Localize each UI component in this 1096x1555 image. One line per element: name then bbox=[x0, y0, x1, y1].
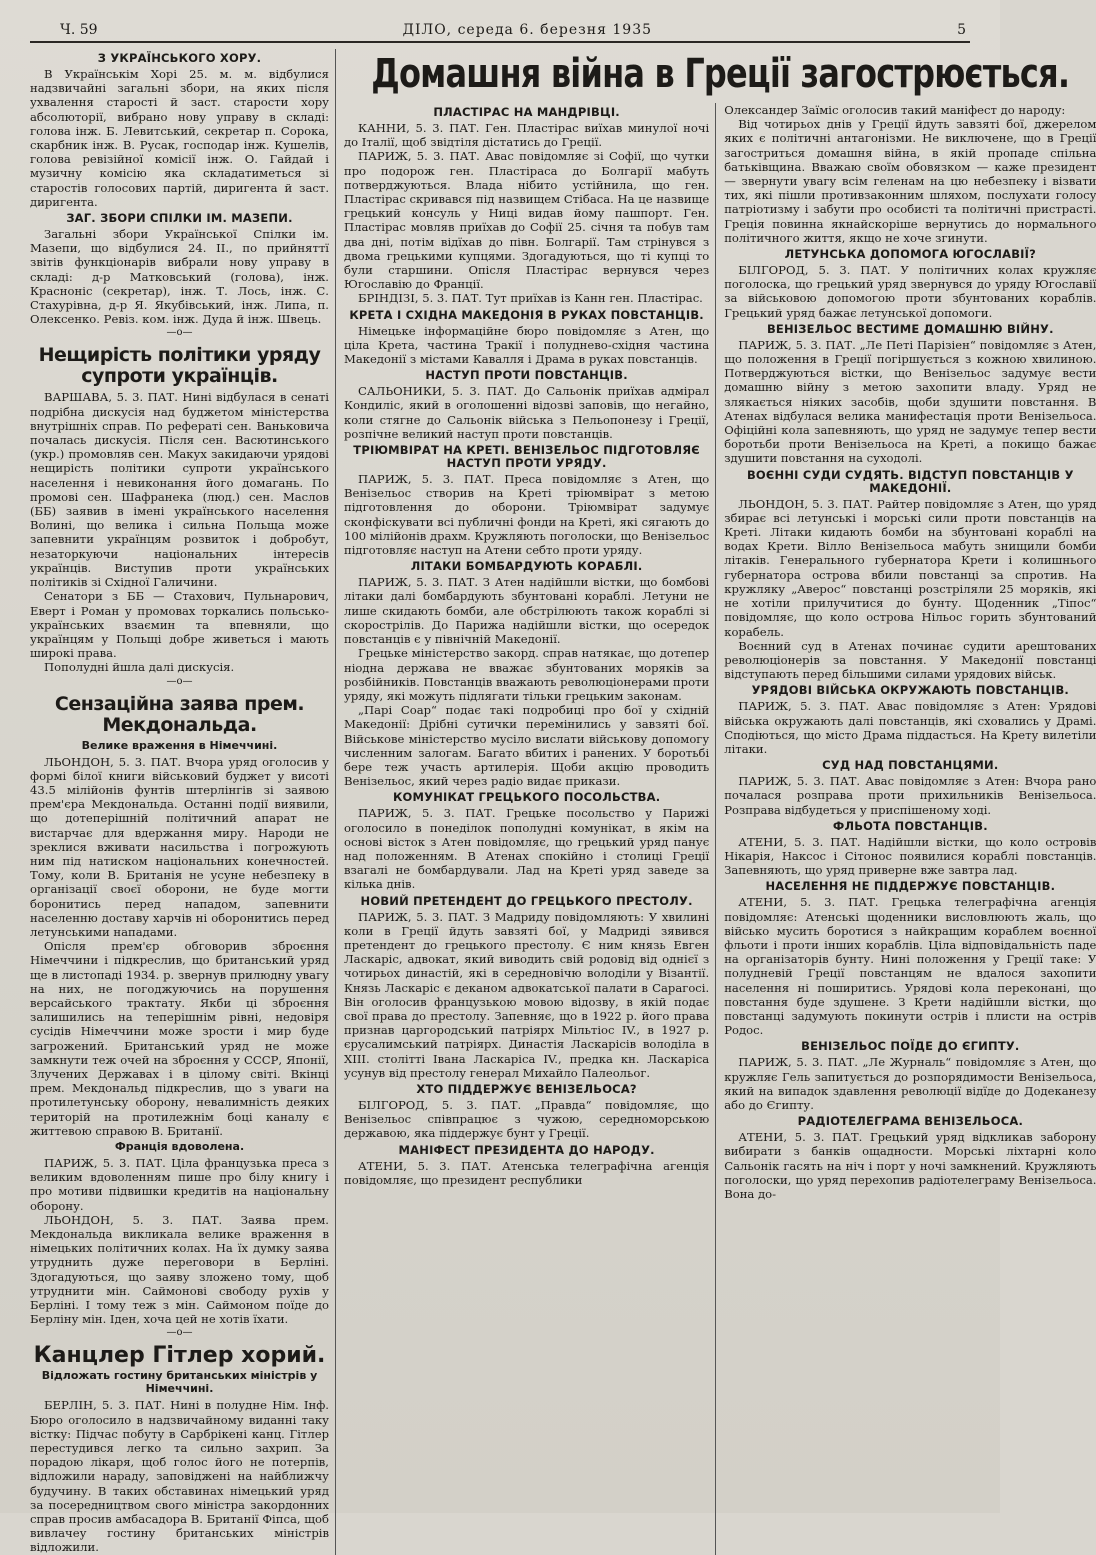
section-heading: ФЛЬОТА ПОВСТАНЦІВ. bbox=[832, 818, 988, 833]
columns bbox=[30, 49, 1096, 1555]
issue-number: Ч. 59 bbox=[60, 22, 98, 38]
section-heading: З УКРАЇНСЬКОГО ХОРУ. bbox=[97, 51, 262, 65]
section-heading: НАСТУП ПРОТИ ПОВСТАНЦІВ. bbox=[425, 368, 628, 383]
article-paragraph: АТЕНИ, 5. 3. ПАТ. Грецька телеграфічна агенція повідомляє: Атенські щоденники висловлюють жаль, що військо мусить боротися з найкращим кораблем воєнної фльоти і проти інших кораблів. Ціла відповідальність паде на організаторів бунту. Нині положення у Греції таке: У полудневій Греції повстанцям не вдалося захопити населення ні поширитись. Урядові кола переконані, що повстання буде здушене. З Крети надійшли вістки, що повстанці задумують покинути острів і плисти на острів Родос. bbox=[724, 895, 1096, 1038]
article-subheading: Велике враження в Німеччині. bbox=[81, 738, 278, 752]
article-paragraph: КАННИ, 5. 3. ПАТ. Ген. Пластірас виїхав минулої ночі до Італії, щоб звідтіля дістатись до Греції. bbox=[344, 121, 710, 150]
article-paragraph: ПАРИЖ, 5. 3. ПАТ. Авас повідомляє зі Софії, що чутки про подорож ген. Пластіраса до Болгарії мабуть потверджуються. Влада нібито устійнила, що ген. Пластірас скривався під назвищем Стібаса. На це назвище грецький консуль у Ниці видав йому пашпорт. Ген. Пластірас мовляв приїхав до Софії 25. січня та побув там два дні, потім відїхав до півн. Болгарії. Там стрінувся з двома грецькими купцями. Здогадуються, що ті купці то були старшини. Опісля Пластірас вернувся через Югославію до Франції. bbox=[344, 149, 710, 292]
middle-column bbox=[344, 103, 716, 1555]
section-heading: ТРІЮМВІРАТ НА КРЕТІ. ВЕНІЗЕЛЬОС ПІДГОТОВЛЯЄ НАСТУП ПРОТИ УРЯДУ. bbox=[353, 443, 700, 471]
article-separator: —о— bbox=[166, 675, 193, 687]
article-separator: —о— bbox=[166, 1327, 193, 1339]
article-paragraph: ЛЬОНДОН, 5. 3. ПАТ. Райтер повідомляє з Атен, що уряд збирає всі летунські і морські сили проти повстанців на Креті. Літаки кидають бомби на збунтовані кораблі на водах Крети. Вілло Венізельоса мабуть знищили бомби літаків. Генерального губернатора Крети і колишнього губернатора острова вбили повстанці за спротив. На кружляку „Аверос“ повстанці розстріляли 25 моряків, які не хотіли прилучитися до бунту. Щоденник „Тіпос“ повідомляє, що коло острова Нільос горить збунтований корабель. bbox=[724, 496, 1096, 639]
section-heading: СУД НАД ПОВСТАНЦЯМИ. bbox=[822, 758, 999, 773]
greece-columns bbox=[344, 103, 1096, 1555]
article-subheading: Франція вдоволена. bbox=[114, 1140, 245, 1153]
article-paragraph: ПАРИЖ, 5. 3. ПАТ. З Мадриду повідомляють: У хвилині коли в Греції йдуть завзяті бої, у Мадриді зявився претендент до грецького престолу. Є ним князь Евген Ласкаріс, адвокат, який виводить свій родовід від однієї з чотирьох династій, які в середновічю володіли у Візантії. Князь Ласкаріс є деканом адвокатської палати в Сарагосі. Він оголосив французькою мовою відозву, в якій подає свої права до престолу. Запевняє, що в 1922 р. його права признав царгородський патріярх Мільтіос IV., в 1927 р. єрусалимський патріярх. Династія Ласкарісів володіла в XIII. столітті Івана Ласкаріса IV., предка кн. Ласкаріса усунув від престолу генерал Михайло Палеольог. bbox=[344, 909, 710, 1080]
article-paragraph: „Парі Соар“ подає такі подробиці про бої у східній Македонії: Дрібні сутички перемінились у завзяті бої. Військове міністерство мусіло вислати військову допомогу численним залогам. Багато вбитих і ранених. У боротьбі бере теж участь артилерія. Щоби акцію проводить Венізельос, який через радіо видає прикази. bbox=[344, 703, 710, 789]
article-paragraph: Сенатори з ББ — Стахович, Пульнарович, Еверт і Роман у промовах торкались польсько-українських взаємин та впевняли, що українцям у Польщі добре живеться і мають широкі права. bbox=[30, 589, 329, 661]
article-paragraph: АТЕНИ, 5. 3. ПАТ. Надійшли вістки, що коло островів Нікарія, Наксос і Сітонос появилися кораблі повстанців. Запевняють, що уряд приверне вже завтра лад. bbox=[724, 834, 1096, 878]
section-heading: ВОЄННІ СУДИ СУДЯТЬ. ВІДСТУП ПОВСТАНЦІВ У МАКЕДОНІЇ. bbox=[746, 467, 1074, 495]
section-heading: КРЕТА І СХІДНА МАКЕДОНІЯ В РУКАХ ПОВСТАНЦІВ. bbox=[349, 307, 704, 322]
article-paragraph: ЛЬОНДОН, 5. 3. ПАТ. Вчора уряд оголосив у формі білої книги військовий буджет у висоті 43.5 мілійонів фунтів штерлінгів зі заявою прем'єра Мекдональда. Останні події виявили, що дотеперішній політичний апарат не вистарчає для вдержання миру. Народи не зреклися вживати насильства і погрожують ним під натиском національних конечностей. Тому, коли В. Британія не усуне небезпеку в організації своєї оборони, не буде могти боронитись перед нападом, запевнити населенню доставу харчів ні обоpонитись перед летунськими нападами. bbox=[30, 754, 329, 939]
article-paragraph: Загальні збори Української Спілки ім. Мазепи, що відбулися 24. II., по прийняттї звітів функціонарів вибрали нову управу в складі: д-р Матковський (голова), інж. Красноніс (секретар), інж. Т. Лось, інж. С. Стахурівна, д-р Я. Якубівський, інж. Липа, п. Олексенко. Ревіз. ком. інж. Дуда й інж. Швець. bbox=[30, 227, 329, 327]
section-heading: УРЯДОВІ ВІЙСЬКА ОКРУЖАЮТЬ ПОВСТАНЦІВ. bbox=[751, 683, 1070, 698]
article-paragraph: Німецьке інформаційне бюро повідомляє з Атен, що ціла Крета, частина Тракії і полудневo-східня частина Македонії з містами Кавалля і Драма в руках повстанців. bbox=[344, 323, 710, 367]
section-heading: ЛІТАКИ БОМБАРДУЮТЬ КОРАБЛІ. bbox=[410, 559, 643, 574]
article-paragraph: Воєнний суд в Атенах починає судити арештованих революціонерів за повстання. У Македонії повстанці відступають перед більшими силами урядових військ. bbox=[724, 638, 1096, 682]
section-heading: ЛЕТУНСЬКА ДОПОМОГА ЮГОСЛАВІЇ? bbox=[784, 247, 1037, 262]
article-paragraph: ПАРИЖ, 5. 3. ПАТ. „Ле Журналь“ повідомляє з Атен, що кружляє Гель запитується до розпорядимости Венізельоса, який на випадок здавлення революції відїде до Додеканезу або до Єгипту. bbox=[724, 1055, 1096, 1112]
article-paragraph: Пополудні йшла далі дискусія. bbox=[44, 660, 235, 675]
article-paragraph: Опісля прем'єр обговорив зброєння Німеччини і підкреслив, що британський уряд ще в листопаді 1934. р. звернув прилюдну увагу на них, не погоджуючись на порушення версайського трактату. Якби ці зброєння залишились на теперішнім рівні, недовіря сусідів Німеччини може зрости і мир буде загрожений. Британський уряд не може замкнути теж очей на зброєння у СССР, Японії, Злучених Державах і в цілому світі. Вкінці прем. Мекдональд підкреслив, що з уваги на протилетунську оборону, невалимність деяких територій на протилежнім боці каналу є життевою справою В. Британії. bbox=[30, 939, 329, 1138]
article-subheading: Відложать гостину британських міністрів у Німеччині. bbox=[41, 1369, 318, 1396]
right-area bbox=[344, 49, 1096, 1555]
banner-headline: Домашня війна в Греції загострюється. bbox=[371, 51, 1070, 97]
article-separator: —о— bbox=[166, 327, 193, 339]
section-heading: ХТО ПІДДЕРЖУЄ ВЕНІЗЕЛЬОСА? bbox=[416, 1081, 637, 1096]
article-paragraph: АТЕНИ, 5. 3. ПАТ. Атенська телеграфічна агенція повідомляє, що президент республики bbox=[344, 1158, 710, 1187]
article-paragraph: САЛЬОНИКИ, 5. 3. ПАТ. До Сальонік приїхав адмірал Кондиліс, який в оголошенні відозві заповів, що негайно, коли стягне до Сальонік війська з Пельопонезу і Греції, розпічне великий наступ проти повстанців. bbox=[344, 384, 710, 441]
article-headline: Сензаційна заява прем. Мекдональда. bbox=[54, 692, 305, 736]
article-paragraph: ПАРИЖ, 5. 3. ПАТ. Ціла французька преса з великим вдоволенням пише про білу книгу і про мотиви підвишки кредитів на національну оборону. bbox=[30, 1156, 329, 1213]
article-paragraph: БРІНДІЗІ, 5. 3. ПАТ. Тут приїхав із Канн ген. Пластірас. bbox=[358, 291, 703, 306]
article-paragraph: ПАРИЖ, 5. 3. ПАТ. Грецьке посольство у Парижі оголосило в понеділок пополудні комунікат, в якім на основі вісток з Атен повідомляє, що грецький уряд панує над положенням. В Атенах спокійно і столиці Греції взагалі не бомбардували. Лад на Креті уряд заведе за кілька днів. bbox=[344, 806, 710, 892]
section-heading: НОВИЙ ПРЕТЕНДЕНТ ДО ГРЕЦЬКОГО ПРЕСТОЛУ. bbox=[360, 893, 693, 908]
article-paragraph: Від чотирьох днів у Греції йдуть завзяті бої, джерелом яких є політичні антагонізми. Не виключене, що в Греції загостриться домашня війна, в якій пропаде спільна батьківщина. Вважаю своїм обовязком — каже президент — звернути увагу всім геленам на цю небезпеку і візвати тих, які пішли противзаконним шляхом, послухати голосу патріотизму і забути про особисті та політичні пристрасті. Греція повинна якнайскоріше вернутись до нормального політичного життя, якщо не хоче згинути. bbox=[724, 117, 1096, 245]
article-headline: Канцлер Гітлер хорий. bbox=[33, 1343, 326, 1369]
section-heading: КОМУНІКАТ ГРЕЦЬКОГО ПОСОЛЬСТВА. bbox=[392, 790, 661, 805]
article-paragraph: ВАРШАВА, 5. 3. ПАТ. Нині відбулася в сенаті подрібна дискусія над буджетом міністерства внутрішніх справ. По рефераті сен. Ваньковича почалась дискусія. Після сен. Васютинського (укр.) промовляв сен. Макух закидаючи урядові нещирість політики супроти українського населення і невиконання його домагань. По промові сен. Шафранека (люд.) сен. Маслов (ББ) заявив в імені українського населення Волині, що велика і сильна Польща може запевнити українцям розвиток і добробут, незаторкуючи національних інтересів українців. Виступив проти українських політиків зі Східної Галичини. bbox=[30, 390, 329, 590]
article-paragraph: ПАРИЖ, 5. 3. ПАТ. Преса повідомляє з Атен, що Венізельос створив на Креті тріюмвірат з метою підготовлення до оборони. Тріюмвірат задумує сконфіскувати всі публичні фонди на Креті, які сягають до 100 мілійонів драхм. Кружляють поголоски, що Венізельос підготовляє наступ на Атени себто проти уряду. bbox=[344, 472, 710, 558]
section-heading: ПЛАСТІРАС НА МАНДРІВЦІ. bbox=[433, 105, 620, 119]
section-heading: ЗАГ. ЗБОРИ СПІЛКИ ІМ. МАЗЕПИ. bbox=[66, 211, 293, 226]
article-paragraph: БІЛГОРОД, 5. 3. ПАТ. „Правда“ повідомляє, що Венізельос співпрацює з чужою, середноморською державою, яка піддержує бунт у Греції. bbox=[344, 1097, 710, 1141]
article-paragraph: В Українськім Хорі 25. м. м. відбулися надзвичайні загальні збори, на яких після ухвалення старості й заст. старости хору абсолюторії, вибрано нову управу в складі: голова інж. Б. Левитський, секретар п. Сорока, скарбник інж. В. Русак, господар інж. Кушелів, голова ревізійної комісії інж. О. Гайдай і музичну комісію яка складатиметься зі старостів голосових партій, диригента й заст. диригента. bbox=[30, 67, 329, 209]
article-paragraph: ПАРИЖ, 5. 3. ПАТ. З Атен надійшли вістки, що бомбові літаки далі бомбардують збунтовані кораблі. Летуни не лише скидають бомби, але обстрілюють також кораблі зі скорострілів. До Парижа надійшли вістки, що осередок повстанців є у північній Македонії. bbox=[344, 575, 710, 647]
page-number: 5 bbox=[957, 22, 966, 38]
article-headline: Нещирість політики уряду супроти українців. bbox=[38, 344, 321, 388]
section-heading: ВЕНІЗЕЛЬОС ПОЇДЕ ДО ЄГИПТУ. bbox=[801, 1039, 1020, 1054]
section-heading: МАНІФЕСТ ПРЕЗИДЕНТА ДО НАРОДУ. bbox=[398, 1142, 655, 1157]
newspaper-dateline: ДІЛО, середа 6. березня 1935 bbox=[402, 22, 653, 38]
section-heading: РАДІОТЕЛЕГРАМА ВЕНІЗЕЛЬОСА. bbox=[797, 1114, 1024, 1129]
article-paragraph: ПАРИЖ, 5. 3. ПАТ. Авас повідомляє з Атен: Урядові війська окружають далі повстанців, які сховались у Драмі. Сподіються, що місто Драма піддасться. На Крету вилетіли літаки. bbox=[724, 699, 1096, 756]
section-heading: НАСЕЛЕННЯ НЕ ПІДДЕРЖУЄ ПОВСТАНЦІВ. bbox=[765, 879, 1056, 894]
article-paragraph: Олександер Заїміс оголосив такий маніфест до народу: bbox=[724, 103, 1066, 117]
article-paragraph: АТЕНИ, 5. 3. ПАТ. Грецький уряд відкликав заборону вибирати з банків ощадности. Морські ліхтарні коло Сальонік гасять на ніч і порт у ночі замкнений. Кружляють поголоски, що уряд перехопив радіотелеграму Венізельоса. Вона до- bbox=[724, 1130, 1096, 1201]
left-column bbox=[30, 49, 336, 1555]
section-heading: ВЕНІЗЕЛЬОС ВЕСТИМЕ ДОМАШНЮ ВІЙНУ. bbox=[766, 321, 1054, 336]
article-paragraph: ПАРИЖ, 5. 3. ПАТ. Авас повідомляє з Атен: Вчора рано почалася розправа проти прихильників Венізельоса. Розправа відбудеться у приспішеному ході. bbox=[724, 774, 1096, 817]
article-paragraph: ПАРИЖ, 5. 3. ПАТ. „Ле Петі Парізіен“ повідомляє з Атен, що положення в Греції погіршується з кожною хвилиною. Потверджуються вістки, що Венізельос задумує вести домашню війну з метою захопити владу. Уряд не злякається ніяких засобів, щоби здушити повстання. В Атенах відбулася велика манифестація проти Венізельоса. Офіційні кола запевняють, що уряд не задумує тепер вести боротьби проти Венізельоса на Креті, а покищо бажає здушити повстання на суходолі. bbox=[724, 337, 1096, 466]
article-paragraph: БЕРЛІН, 5. 3. ПАТ. Нині в полудне Нім. Інф. Бюро оголосило в надзвичайному виданні таку вістку: Підчас побуту в Сарбрікені канц. Гітлер перестудився легко та сильно захрип. За порадою лікаря, щоб голос його не потерпів, відложили нараду, заповіджені на найближчу будучину. В таких обставинах німецький уряд за посередництвом свого міністра закордонних справ просив амбасадора В. Британії Фіпса, щоб вивлачеу гостину британських міністрів відложили. bbox=[30, 1398, 329, 1555]
article-paragraph: ЛЬОНДОН, 5. 3. ПАТ. Заява прем. Мекдональда викликала велике враження в німецьких політичних колах. На їх думку заява утруднить дуже переговори в Берліні. Здогадуються, що заяву зложено тому, щоб утруднити мін. Саймонові свободу рухів у Берліні. І тому теж з мін. Саймоном поїде до Берліну мін. Іден, хоча цей не хотів їхати. bbox=[30, 1212, 329, 1327]
article-paragraph: БІЛГОРОД, 5. 3. ПАТ. У політичних колах кружляє поголоска, що грецький уряд звернувся до уряду Югославії за військовою допомогою проти збунтованих кораблів. Грецький уряд бажає летунської допомоги. bbox=[724, 263, 1096, 320]
article-paragraph: Грецьке міністерство закорд. справ натякає, що дотепер ніодна держава не вважає збунтованих моряків за розбійників. Повстанців вважають революціонерами проти уряду, які можуть підлягати тільки грецьким законам. bbox=[344, 646, 710, 703]
right-column bbox=[724, 103, 1096, 1555]
masthead bbox=[30, 22, 970, 43]
